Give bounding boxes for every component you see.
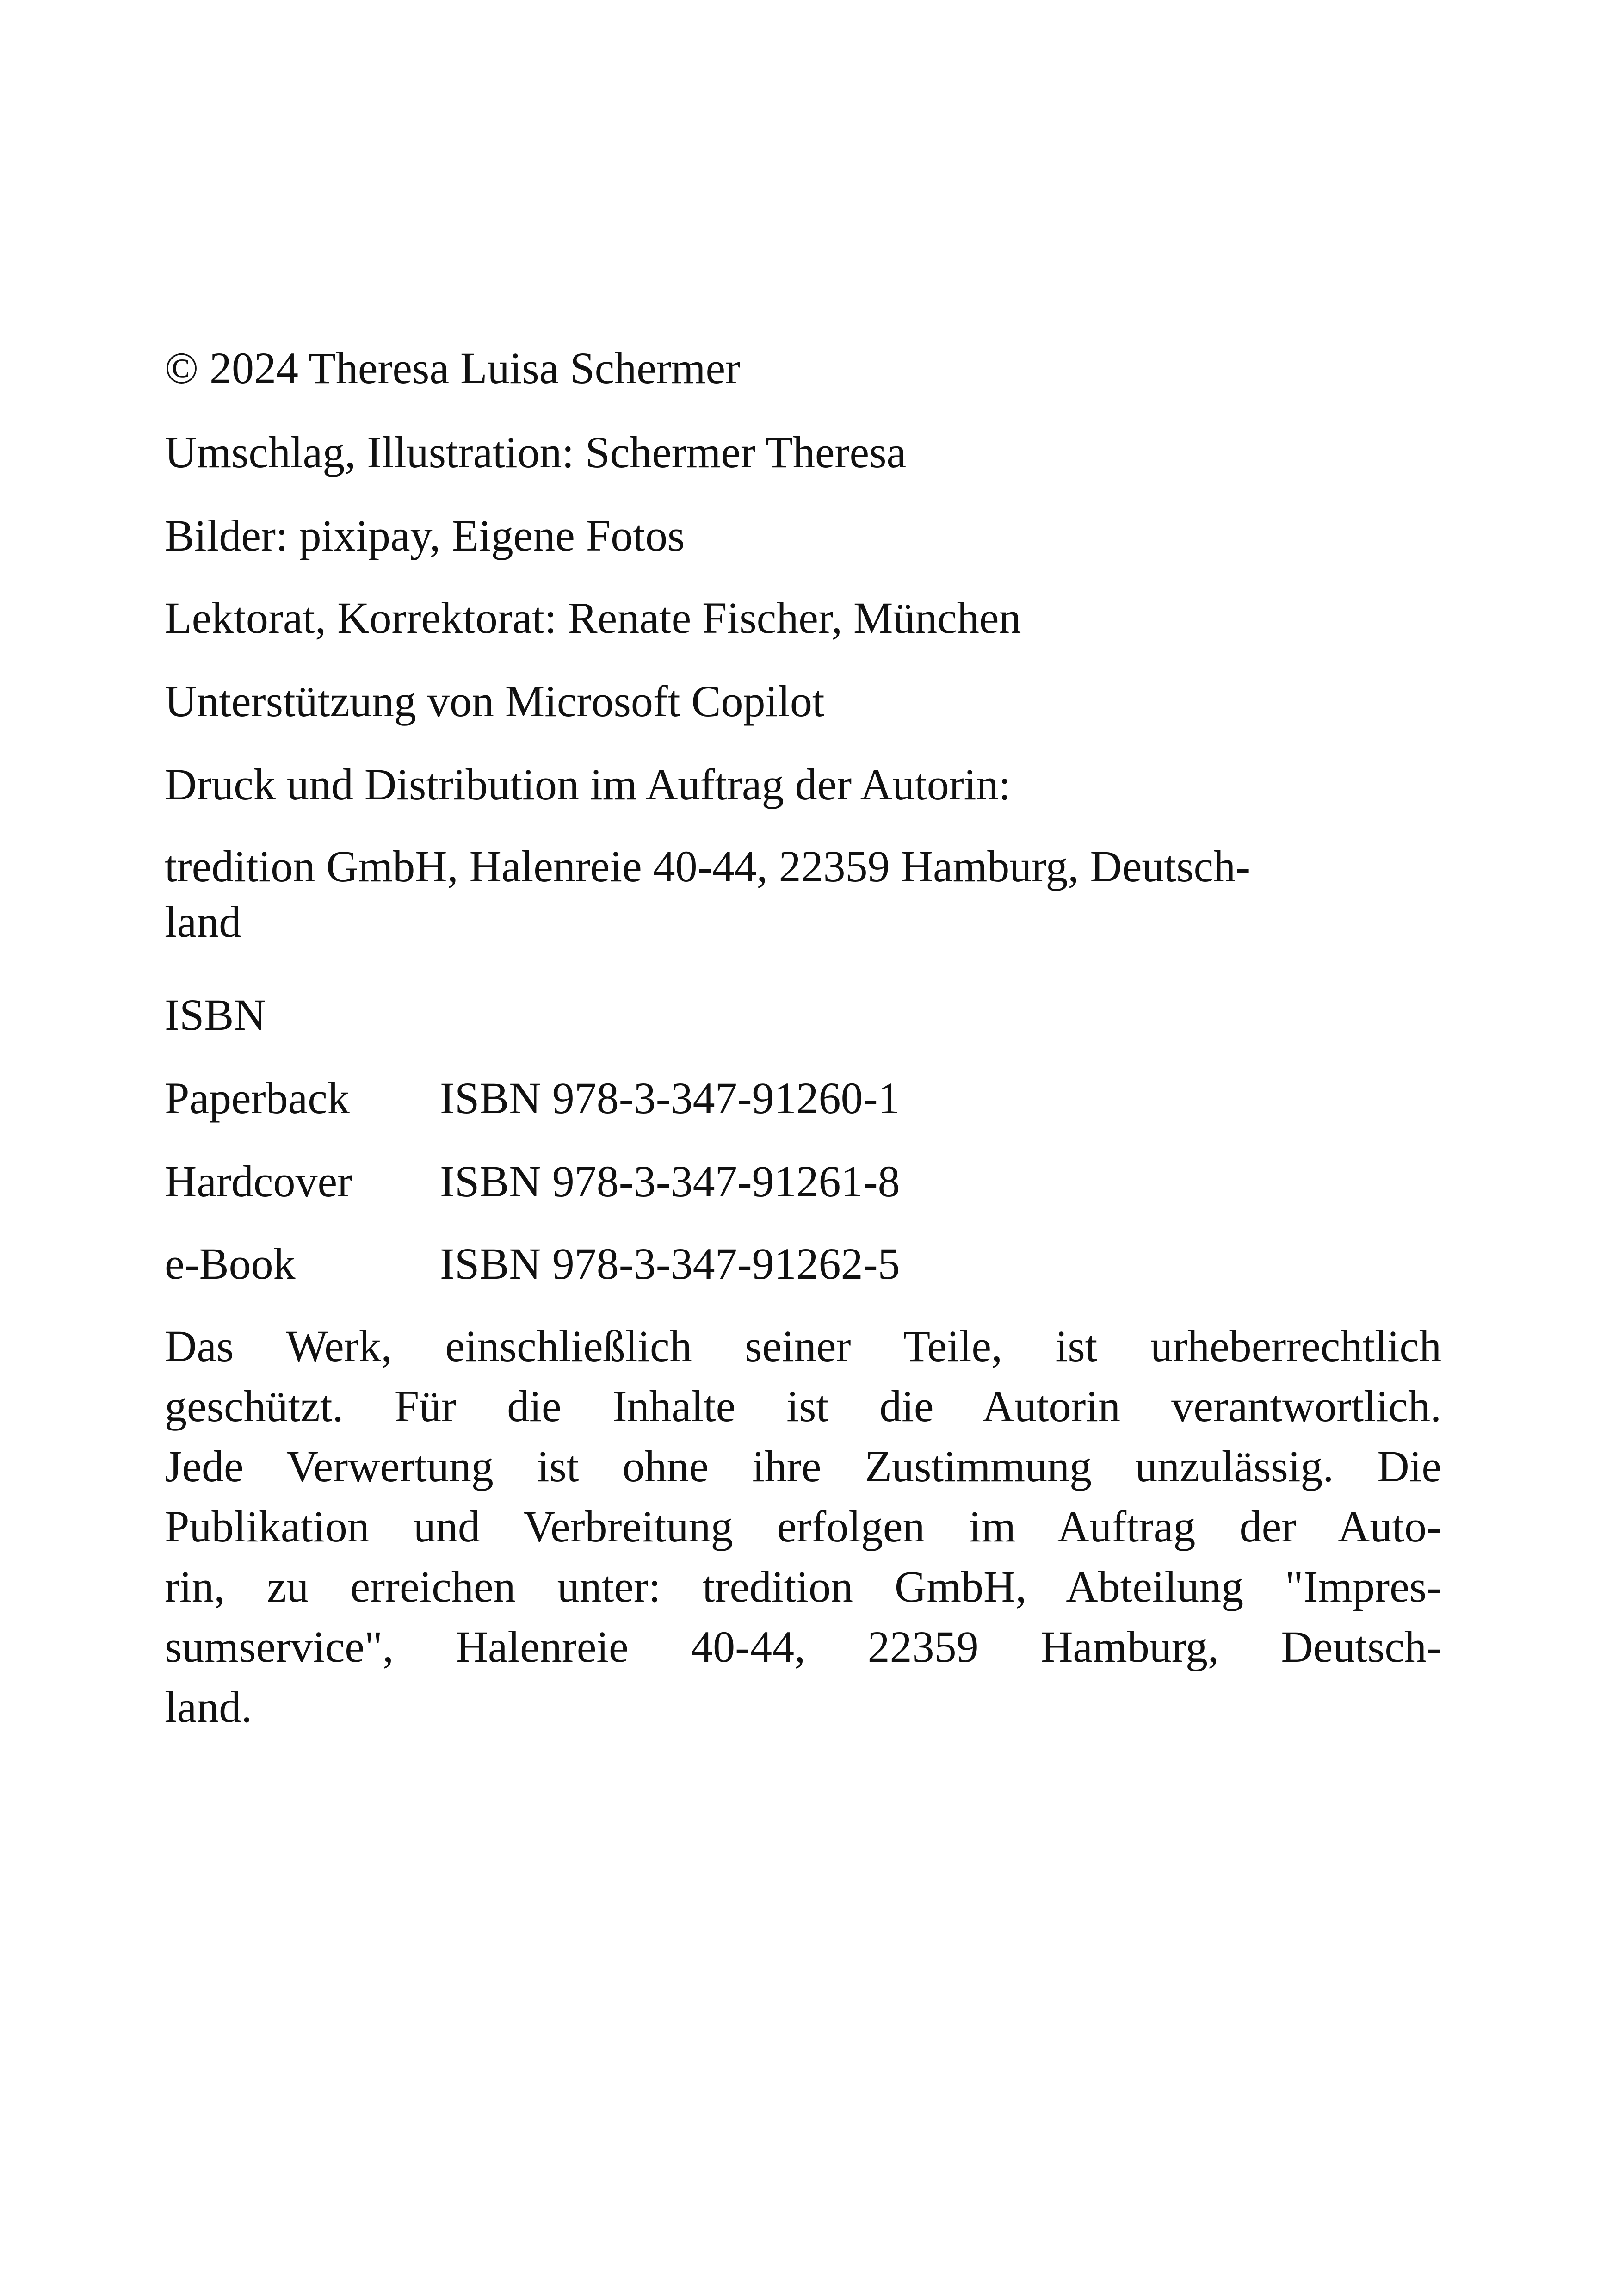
isbn-number: ISBN 978-3-347-91261-8	[440, 1157, 900, 1206]
copyright-line: © 2024 Theresa Luisa Schermer	[165, 343, 741, 393]
legal-notice-line: geschützt. Für die Inhalte ist die Autorin verantwortlich.	[165, 1381, 1441, 1431]
print-distribution-intro: Druck und Distribution im Auftrag der Autorin:	[165, 760, 1011, 809]
legal-notice-line: land.	[165, 1682, 253, 1732]
legal-notice-line: rin, zu erreichen unter: tredition GmbH, Abteilung "Impres-	[165, 1562, 1441, 1611]
legal-notice-line: Das Werk, einschließlich seiner Teile, ist urheberrechtlich	[165, 1321, 1441, 1371]
isbn-number: ISBN 978-3-347-91260-1	[440, 1073, 900, 1123]
legal-notice-line: Jede Verwertung ist ohne ihre Zustimmung unzulässig. Die	[165, 1442, 1441, 1491]
isbn-format: e-Book	[165, 1239, 296, 1288]
image-credit: Bilder: pixipay, Eigene Fotos	[165, 511, 685, 560]
support-credit: Unterstützung von Microsoft Copilot	[165, 676, 825, 726]
publisher-address-line: land	[165, 897, 241, 947]
editing-credit: Lektorat, Korrektorat: Renate Fischer, München	[165, 593, 1021, 643]
publisher-address	[165, 839, 1441, 950]
legal-notice	[165, 1316, 1441, 1737]
isbn-row-hardcover	[165, 1153, 900, 1210]
isbn-format: Hardcover	[165, 1157, 352, 1206]
isbn-heading: ISBN	[165, 990, 266, 1040]
publisher-address-line: tredition GmbH, Halenreie 40-44, 22359 Hamburg, Deutsch-	[165, 842, 1251, 891]
isbn-number: ISBN 978-3-347-91262-5	[440, 1239, 900, 1288]
legal-notice-line: sumservice", Halenreie 40-44, 22359 Hamburg, Deutsch-	[165, 1622, 1441, 1671]
legal-notice-line: Publikation und Verbreitung erfolgen im Auftrag der Auto-	[165, 1502, 1441, 1551]
isbn-row-paperback	[165, 1070, 900, 1126]
cover-credit: Umschlag, Illustration: Schermer Theresa	[165, 427, 907, 477]
isbn-format: Paperback	[165, 1073, 350, 1123]
isbn-row-ebook	[165, 1236, 900, 1292]
